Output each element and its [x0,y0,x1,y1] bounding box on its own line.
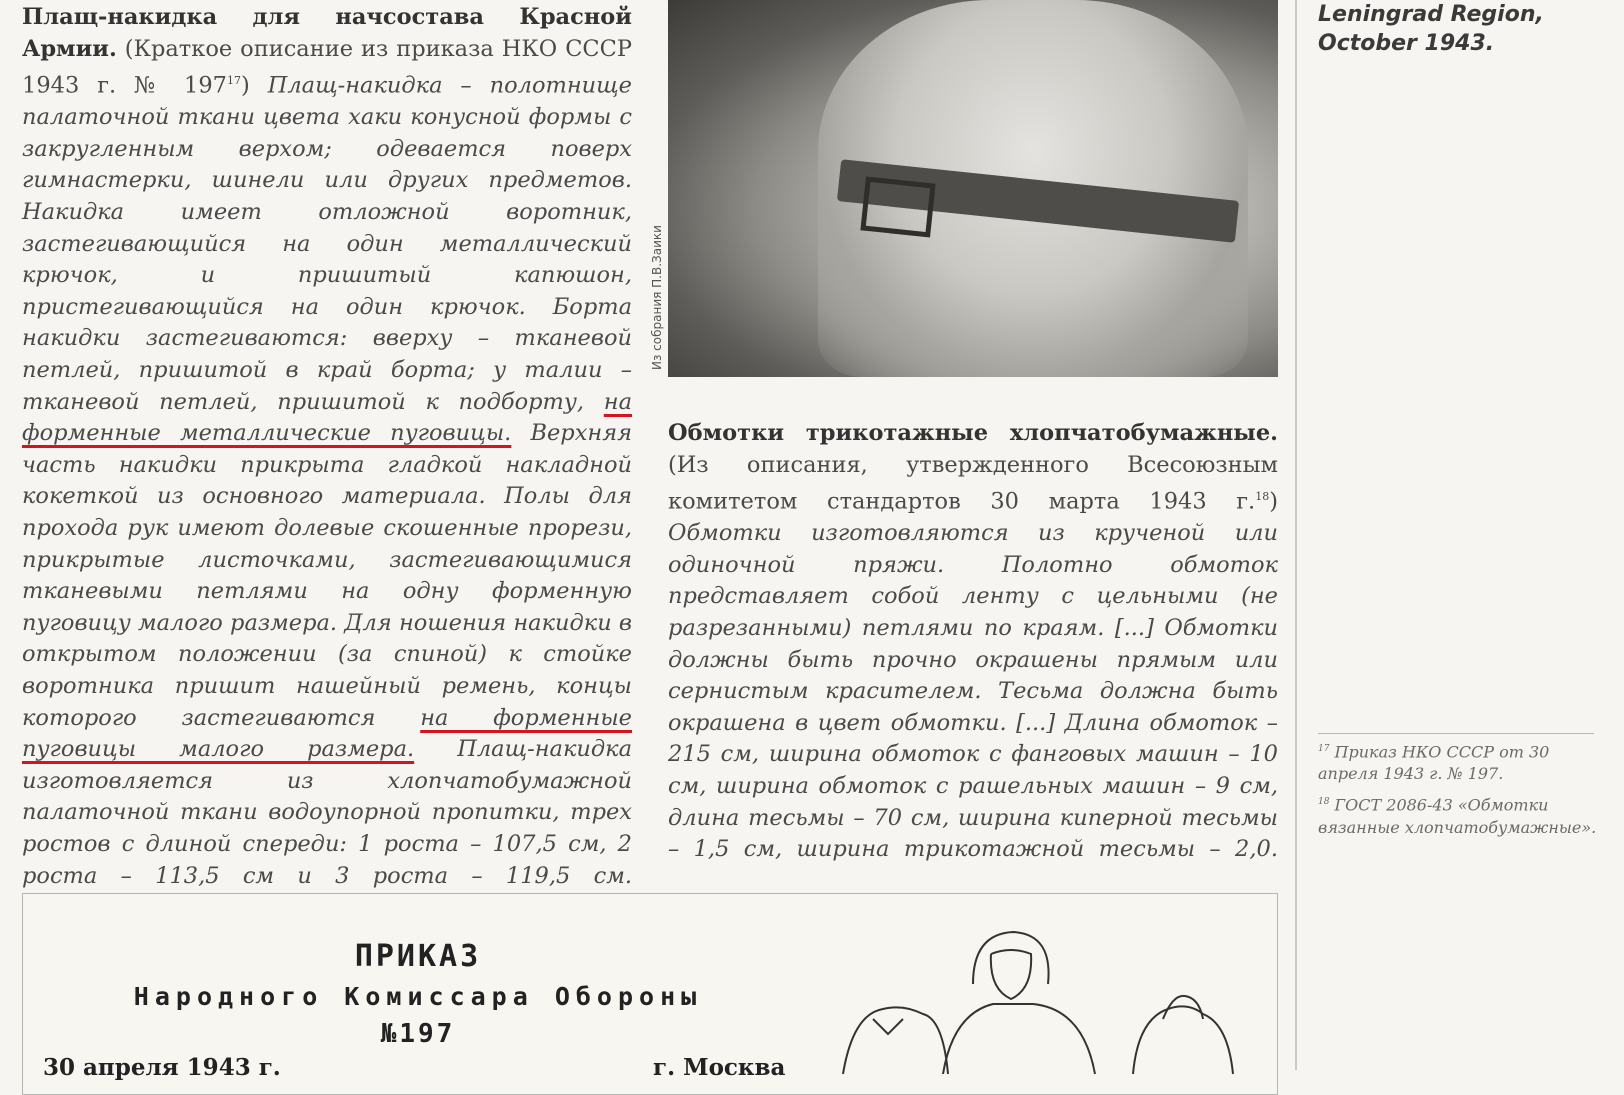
left-paragraph [22,2,632,892]
footnote-ref-18[interactable]: 18 [1255,490,1270,504]
cape-text-1: Плащ-накидка – полотнище палаточной ткани цвета хаки конусной формы с закругленным верхом; одевается поверх гимнастерки, шинели или других предметов. Накидка имеет отложной воротник, застегивающийся на один металлический крючок, и пришитый капюшон, пристегивающийся на один крючок. Борта накидки застегиваются: вверху – тканевой петлей, пришитой в край борта; у талии – тканевой петлей, пришитой к подборту, [22,72,632,415]
sketch-cape-right [1133,1006,1233,1074]
footnote-18-text: ГОСТ 2086-43 «Обмотки вязанные хлопчатобумажные». [1318,795,1597,837]
buckle-shape [860,176,935,237]
photo-credit: Из собрания П.В.Заики [650,225,664,370]
puttees-text: Обмотки изготовляются из крученой или одиночной пряжи. Полотно обмоток представляет собой ленту с цельными (не разрезанными) петлями по краям. [...] Обмотки должны быть прочно окрашены прямым или сернистым красителем. Тесьма должна быть окрашена в цвет обмотки. [...] Длина обмоток – 215 см, ширина обмоток с фанговых машин – 10 см, ширина обмоток с рашельных машин – 9 см, длина тесьмы – 70 см, ширина киперной тесьмы – 1,5 см, ширина трикотажной тесьмы – 2,0. [668,520,1278,863]
footnote-18-num: 18 [1318,797,1330,808]
cape-text-3: Плащ-накидка изготовляется из хлопчатобумажной палаточной ткани водоупорной пропитки, трех ростов с длиной спереди: 1 роста – 107,5 см, 2 роста – 113,5 см и 3 роста – 119,5 см. [22,736,632,889]
cape-heading: Плащ-накидка для начсостава Красной Армии. [22,4,632,62]
footnote-17-num: 17 [1318,744,1330,754]
sidebar-divider [1295,0,1297,1070]
underlined-buttons-small: на форменные пуговицы малого размера. [22,704,633,763]
sketch-cape-center [943,1004,1095,1074]
sketch-cape-left [843,1007,948,1074]
sketch-face [991,950,1031,999]
middle-column [668,418,1278,866]
soldier-photo [668,0,1278,377]
cape-source-close: ) [241,72,250,99]
footnotes [1318,738,1608,845]
order-city: г. Москва [653,1054,786,1081]
sketch-hood [973,932,1049,984]
caption-line-1: Leningrad Region, [1318,2,1544,27]
footnote-divider [1318,733,1594,734]
middle-paragraph [668,418,1278,866]
cape-text-2: Верхняя часть накидки прикрыта гладкой накладной кокеткой из основного материала. Полы для прохода рук имеют долевые скошенные прорези, прикрытые листочками, застегивающимися тканевыми петлями на одну форменную пуговицу малого размера. Для ношения накидки в открытом положении (за спиной) к стойке воротника пришит нашейный ремень, концы которого застегиваются [22,420,633,731]
order-date: 30 апреля 1943 г. [43,1054,281,1081]
footnote-18 [1318,791,1608,838]
order-subtitle: Народного Комиссара Обороны [133,982,703,1011]
order-title: ПРИКАЗ [354,939,482,974]
sketch-collar-left [873,1019,903,1034]
footnote-17-text: Приказ НКО СССР от 30 апреля 1943 г. № 197. [1318,742,1550,784]
photo-caption [1318,0,1608,58]
order-document [22,893,1278,1095]
cape-source: (Краткое описание из приказа НКО СССР 1943 г. № 197 [22,35,632,99]
footnote-ref-17[interactable]: 17 [227,74,242,88]
footnote-17 [1318,738,1608,785]
puttees-heading: Обмотки трикотажные хлопчатобумажные. [668,420,1278,446]
left-column [22,2,632,892]
cape-sketch [833,924,1253,1074]
puttees-source-close: ) [1269,488,1278,515]
puttees-source: (Из описания, утвержденного Всесоюзным комитетом стандартов 30 марта 1943 г. [668,451,1278,515]
order-number: №197 [380,1019,456,1049]
underlined-buttons-metal: на форменные металлические пуговицы. [22,388,632,447]
caption-line-2: October 1943. [1318,31,1495,56]
